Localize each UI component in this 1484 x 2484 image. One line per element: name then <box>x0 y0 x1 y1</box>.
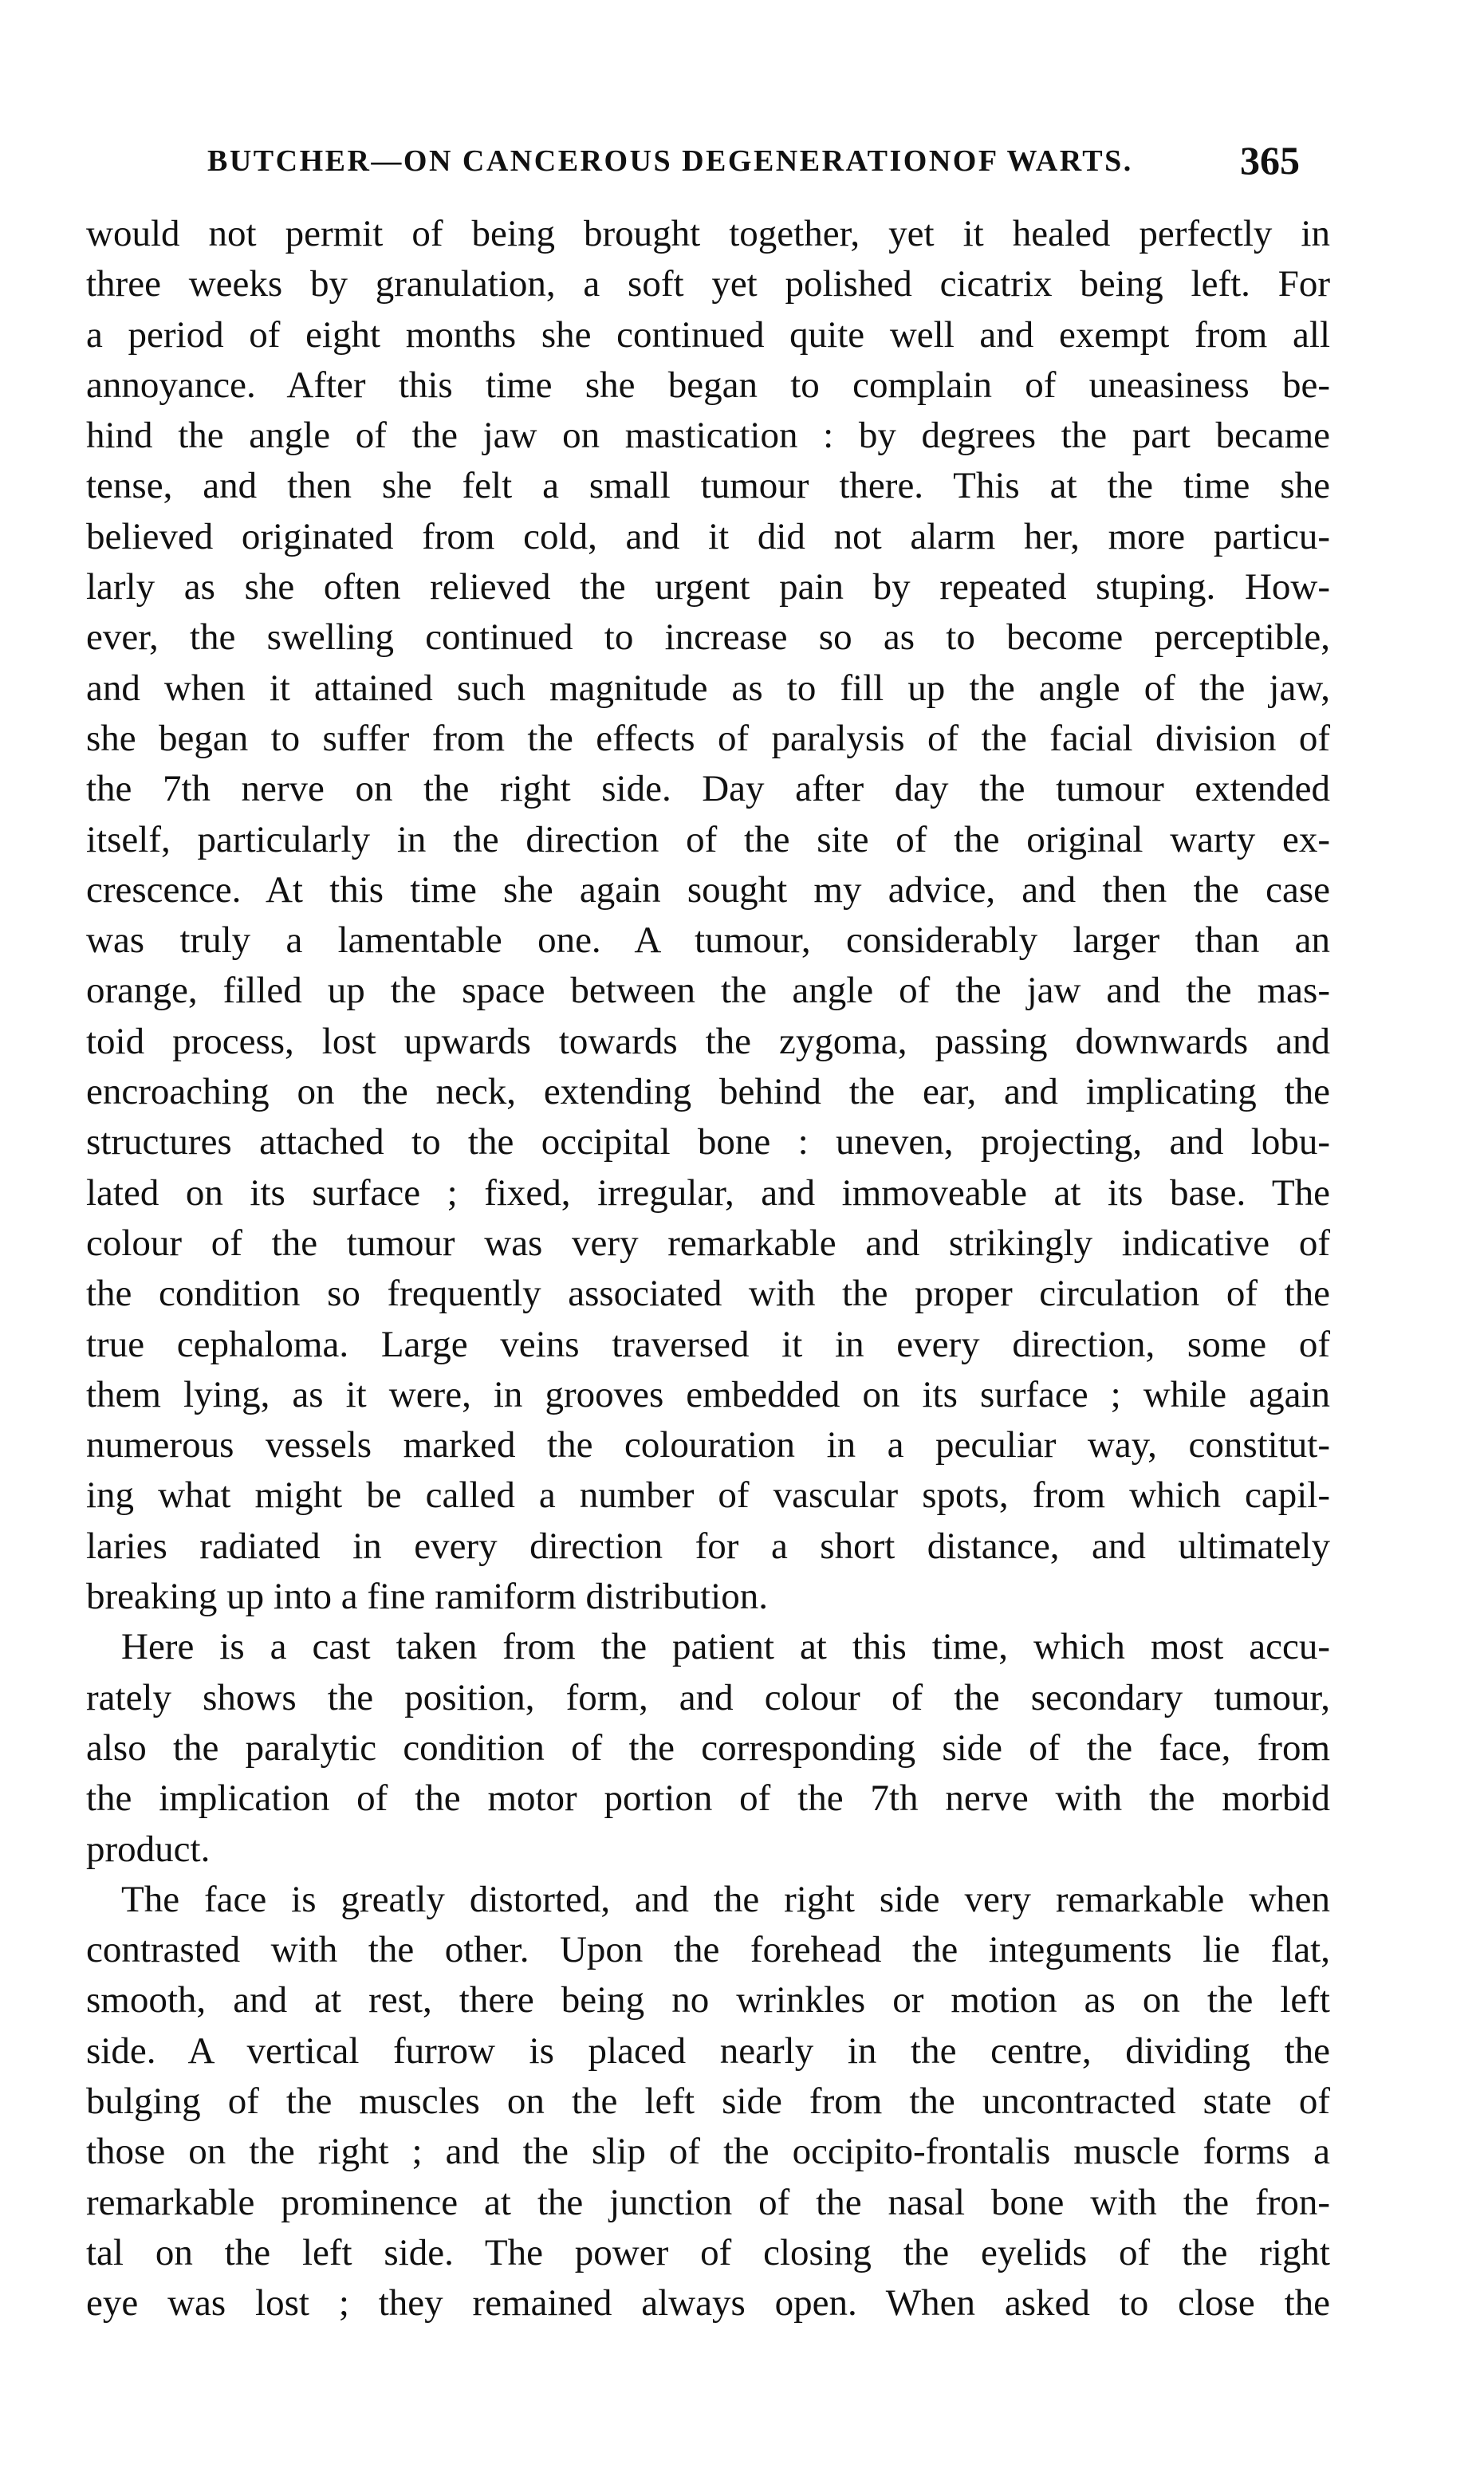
text-line: orange, filled up the space between the angle of the jaw and the mas- <box>86 970 1330 1012</box>
text-line: The face is greatly distorted, and the right side very remarkable when <box>121 1878 1330 1920</box>
text-line: product. <box>86 1828 211 1870</box>
text-line: and when it attained such magnitude as to fill up the angle of the jaw, <box>86 667 1330 709</box>
text-line: a period of eight months she continued quite well and exempt from all <box>86 313 1330 356</box>
text-line: lated on its surface ; fixed, irregular, and immoveable at its base. The <box>86 1171 1330 1214</box>
body-text <box>86 209 1330 2329</box>
text-line: remarkable prominence at the junction of the nasal bone with the fron- <box>86 2181 1330 2223</box>
text-line: those on the right ; and the slip of the occipito-frontalis muscle forms a <box>86 2131 1330 2173</box>
text-line: eye was lost ; they remained always open. When asked to close the <box>86 2282 1330 2325</box>
text-line: was truly a lamentable one. A tumour, considerably larger than an <box>86 919 1330 962</box>
text-line: laries radiated in every direction for a short distance, and ultimately <box>86 1525 1330 1567</box>
text-line: ing what might be called a number of vascular spots, from which capil- <box>86 1474 1330 1517</box>
text-line: also the paralytic condition of the corresponding side of the face, from <box>86 1726 1330 1769</box>
text-line: encroaching on the neck, extending behind the ear, and implicating the <box>86 1071 1330 1113</box>
text-line: structures attached to the occipital bone : uneven, projecting, and lobu- <box>86 1121 1330 1163</box>
text-line: believed originated from cold, and it did not alarm her, more particu- <box>86 515 1330 557</box>
page-number: 365 <box>1240 138 1300 183</box>
text-line: bulging of the muscles on the left side from the uncontracted state of <box>86 2080 1330 2122</box>
text-line: ever, the swelling continued to increase so as to become perceptible, <box>86 616 1330 659</box>
text-line: smooth, and at rest, there being no wrinkles or motion as on the left <box>86 1979 1330 2021</box>
text-line: them lying, as it were, in grooves embedded on its surface ; while again <box>86 1373 1330 1415</box>
text-line: three weeks by granulation, a soft yet polished cicatrix being left. For <box>86 263 1330 305</box>
text-line: colour of the tumour was very remarkable and strikingly indicative of <box>86 1222 1330 1264</box>
text-line: the condition so frequently associated with the proper circulation of the <box>86 1273 1330 1315</box>
text-line: toid process, lost upwards towards the zygoma, passing downwards and <box>86 1020 1330 1062</box>
text-line: true cephaloma. Large veins traversed it in every direction, some of <box>86 1323 1330 1365</box>
text-line: crescence. At this time she again sought my advice, and then the case <box>86 868 1330 911</box>
text-line: she began to suffer from the effects of paralysis of the facial division of <box>86 717 1330 759</box>
text-line: itself, particularly in the direction of the site of the original warty ex- <box>86 818 1330 860</box>
text-line: annoyance. After this time she began to complain of uneasiness be- <box>86 364 1330 406</box>
running-title: BUTCHER—ON CANCEROUS DEGENERATIONOF WARTS. <box>207 144 1133 178</box>
text-line: the implication of the motor portion of the 7th nerve with the morbid <box>86 1777 1330 1820</box>
text-line: rately shows the position, form, and colour of the secondary tumour, <box>86 1676 1330 1718</box>
text-line: side. A vertical furrow is placed nearly in the centre, dividing the <box>86 2029 1330 2072</box>
text-line: tal on the left side. The power of closing the eyelids of the right <box>86 2231 1330 2273</box>
text-line: hind the angle of the jaw on mastication : by degrees the part became <box>86 415 1330 457</box>
text-line: would not permit of being brought together, yet it healed perfectly in <box>86 213 1330 254</box>
text-line: contrasted with the other. Upon the forehead the integuments lie flat, <box>86 1929 1330 1971</box>
text-line: breaking up into a fine ramiform distribution. <box>86 1576 768 1618</box>
text-line: larly as she often relieved the urgent pain by repeated stuping. How- <box>86 566 1330 608</box>
text-line: Here is a cast taken from the patient at this time, which most accu- <box>121 1626 1330 1668</box>
text-line: tense, and then she felt a small tumour there. This at the time she <box>86 465 1330 507</box>
text-line: numerous vessels marked the colouration in a peculiar way, constitut- <box>86 1424 1330 1466</box>
text-line: the 7th nerve on the right side. Day after day the tumour extended <box>86 768 1330 810</box>
running-head <box>207 137 1300 193</box>
